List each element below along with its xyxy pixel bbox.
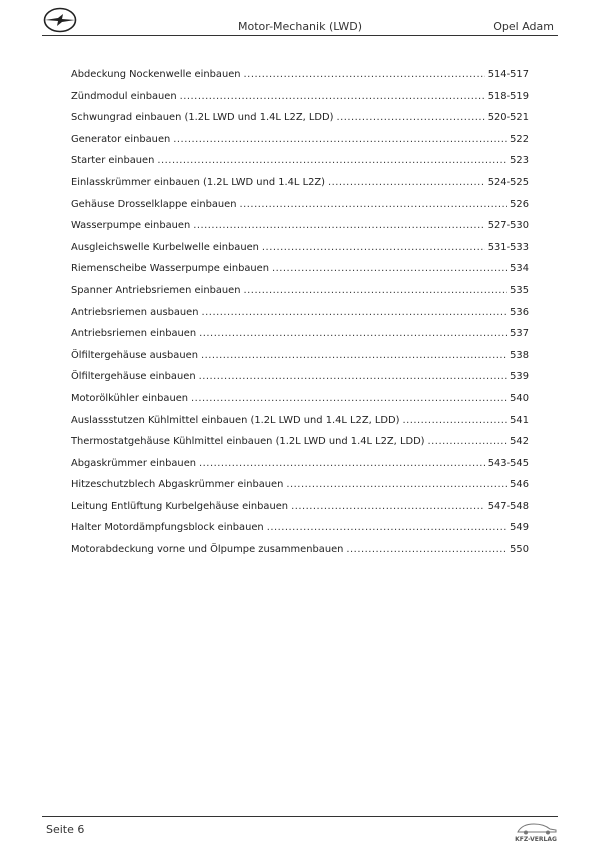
toc-entry bbox=[71, 458, 529, 480]
toc-dot-leader bbox=[180, 91, 485, 102]
toc-dot-leader bbox=[402, 415, 507, 426]
toc-dot-leader bbox=[336, 112, 484, 123]
toc-entry-title: Generator einbauen bbox=[71, 133, 171, 145]
toc-entry-pages: 523 bbox=[510, 155, 529, 167]
toc-entry-pages: 547-548 bbox=[487, 500, 529, 512]
toc-entry-title: Spanner Antriebsriemen einbauen bbox=[71, 284, 241, 296]
toc-entry-pages: 546 bbox=[510, 479, 529, 491]
toc-entry bbox=[71, 415, 529, 437]
table-of-contents bbox=[71, 69, 529, 566]
document-title: Motor-Mechanik (LWD) bbox=[237, 20, 362, 33]
toc-dot-leader bbox=[199, 328, 507, 339]
toc-entry-pages: 541 bbox=[510, 414, 529, 426]
toc-entry-pages: 535 bbox=[510, 284, 529, 296]
toc-entry bbox=[71, 393, 529, 415]
toc-entry-pages: 537 bbox=[510, 328, 529, 340]
toc-entry bbox=[71, 436, 529, 458]
toc-entry-title: Ausgleichswelle Kurbelwelle einbauen bbox=[71, 241, 259, 253]
toc-entry-title: Motorabdeckung vorne und Ölpumpe zusammenbauen bbox=[71, 544, 344, 556]
toc-entry-title: Schwungrad einbauen (1.2L LWD und 1.4L L2Z, LDD) bbox=[71, 112, 334, 124]
toc-dot-leader bbox=[267, 522, 507, 533]
toc-entry-pages: 540 bbox=[510, 392, 529, 404]
toc-entry-title: Ölfiltergehäuse einbauen bbox=[71, 371, 196, 383]
toc-entry bbox=[71, 242, 529, 264]
toc-dot-leader bbox=[240, 199, 508, 210]
toc-dot-leader bbox=[199, 371, 508, 382]
toc-dot-leader bbox=[262, 242, 485, 253]
toc-dot-leader bbox=[193, 220, 485, 231]
header-divider bbox=[42, 35, 558, 36]
toc-entry-title: Leitung Entlüftung Kurbelgehäuse einbauen bbox=[71, 500, 289, 512]
toc-entry-pages: 531-533 bbox=[487, 241, 529, 253]
toc-entry bbox=[71, 522, 529, 544]
toc-entry-title: Wasserpumpe einbauen bbox=[71, 220, 191, 232]
toc-entry bbox=[71, 501, 529, 523]
toc-entry bbox=[71, 479, 529, 501]
toc-dot-leader bbox=[272, 263, 507, 274]
toc-dot-leader bbox=[346, 544, 507, 555]
toc-entry-pages: 536 bbox=[510, 306, 529, 318]
page-number: Seite 6 bbox=[46, 823, 85, 836]
toc-entry bbox=[71, 177, 529, 199]
toc-entry-title: Ölfiltergehäuse ausbauen bbox=[71, 349, 198, 361]
toc-entry-title: Riemenscheibe Wasserpumpe einbauen bbox=[71, 263, 269, 275]
vehicle-model: Opel Adam bbox=[493, 20, 554, 33]
toc-entry-pages: 543-545 bbox=[487, 457, 529, 469]
publisher-name: KFZ-VERLAG bbox=[515, 836, 557, 843]
toc-entry-title: Abgaskrümmer einbauen bbox=[71, 457, 197, 469]
toc-entry-pages: 520-521 bbox=[487, 112, 529, 124]
toc-entry-pages: 538 bbox=[510, 349, 529, 361]
toc-entry-pages: 539 bbox=[510, 371, 529, 383]
toc-entry-title: Einlasskrümmer einbauen (1.2L LWD und 1.4L L2Z) bbox=[71, 176, 325, 188]
toc-entry-pages: 527-530 bbox=[487, 220, 529, 232]
toc-entry bbox=[71, 350, 529, 372]
toc-entry bbox=[71, 134, 529, 156]
toc-entry-title: Antriebsriemen einbauen bbox=[71, 328, 197, 340]
toc-dot-leader bbox=[173, 134, 507, 145]
toc-entry-pages: 518-519 bbox=[487, 90, 529, 102]
toc-entry-title: Antriebsriemen ausbauen bbox=[71, 306, 199, 318]
toc-entry-pages: 514-517 bbox=[487, 69, 529, 80]
toc-entry-title: Abdeckung Nockenwelle einbauen bbox=[71, 69, 241, 80]
toc-dot-leader bbox=[286, 479, 507, 490]
toc-dot-leader bbox=[191, 393, 507, 404]
toc-entry-title: Starter einbauen bbox=[71, 155, 155, 167]
toc-entry bbox=[71, 544, 529, 566]
toc-entry-title: Gehäuse Drosselklappe einbauen bbox=[71, 198, 237, 210]
toc-entry-pages: 526 bbox=[510, 198, 529, 210]
toc-entry-pages: 542 bbox=[510, 436, 529, 448]
toc-dot-leader bbox=[428, 436, 508, 447]
toc-entry bbox=[71, 199, 529, 221]
toc-entry bbox=[71, 285, 529, 307]
toc-entry bbox=[71, 307, 529, 329]
toc-entry-title: Motorölkühler einbauen bbox=[71, 392, 189, 404]
footer-divider bbox=[42, 816, 558, 817]
toc-entry-title: Halter Motordämpfungsblock einbauen bbox=[71, 522, 264, 534]
toc-dot-leader bbox=[244, 69, 485, 80]
toc-dot-leader bbox=[202, 307, 508, 318]
toc-dot-leader bbox=[244, 285, 508, 296]
toc-entry bbox=[71, 263, 529, 285]
toc-entry bbox=[71, 112, 529, 134]
toc-entry-pages: 549 bbox=[510, 522, 529, 534]
toc-entry bbox=[71, 69, 529, 91]
toc-entry bbox=[71, 220, 529, 242]
toc-entry-title: Auslassstutzen Kühlmittel einbauen (1.2L LWD und 1.4L L2Z, LDD) bbox=[71, 414, 400, 426]
toc-entry bbox=[71, 91, 529, 113]
toc-entry-title: Thermostatgehäuse Kühlmittel einbauen (1.2L LWD und 1.4L L2Z, LDD) bbox=[71, 436, 425, 448]
car-silhouette-icon bbox=[512, 820, 560, 836]
toc-dot-leader bbox=[291, 501, 485, 512]
toc-entry bbox=[71, 328, 529, 350]
toc-dot-leader bbox=[199, 458, 485, 469]
toc-entry-pages: 522 bbox=[510, 133, 529, 145]
toc-entry bbox=[71, 155, 529, 177]
kfz-verlag-logo-icon bbox=[512, 820, 560, 846]
toc-entry-pages: 524-525 bbox=[487, 176, 529, 188]
toc-dot-leader bbox=[201, 350, 507, 361]
toc-entry-title: Hitzeschutzblech Abgaskrümmer einbauen bbox=[71, 479, 284, 491]
toc-dot-leader bbox=[328, 177, 485, 188]
toc-entry-pages: 534 bbox=[510, 263, 529, 275]
page-header bbox=[0, 0, 600, 40]
toc-entry bbox=[71, 371, 529, 393]
toc-entry-title: Zündmodul einbauen bbox=[71, 90, 177, 102]
toc-entry-pages: 550 bbox=[510, 544, 529, 556]
toc-dot-leader bbox=[157, 155, 507, 166]
